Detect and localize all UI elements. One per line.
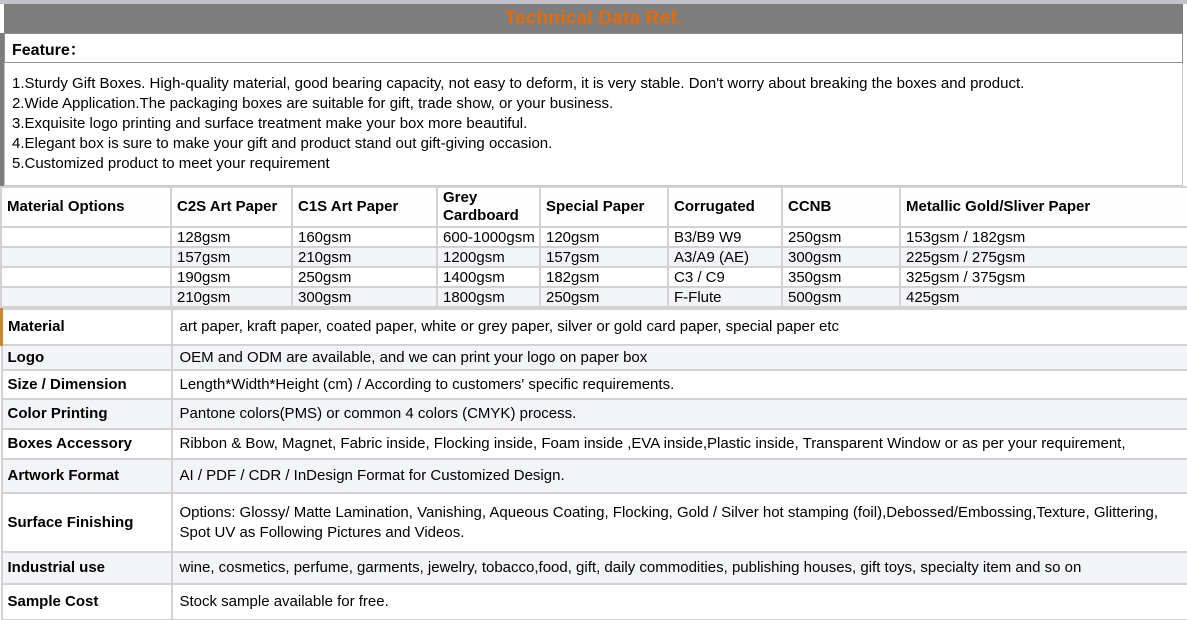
table-cell: F-Flute [668,287,782,307]
spec-value: OEM and ODM are available, and we can print your logo on paper box [172,345,1187,370]
material-table-header-row [1,187,1187,227]
table-cell [1,247,171,267]
table-cell: 425gsm [900,287,1187,307]
feature-item: 3.Exquisite logo printing and surface treatment make your box more beautiful. [12,115,528,132]
column-header: Corrugated [668,187,782,227]
spec-label: Logo [2,345,172,370]
section-title: Technical Data Ref. [504,7,683,29]
spec-table [0,308,1187,620]
spec-label: Size / Dimension [2,370,172,399]
spec-label: Industrial use [2,552,172,584]
column-header: Metallic Gold/Sliver Paper [900,187,1187,227]
column-header: Special Paper [540,187,668,227]
spec-value: Stock sample available for free. [172,584,1187,620]
table-cell: 190gsm [171,267,292,287]
spec-value: Pantone colors(PMS) or common 4 colors (CMYK) process. [172,399,1187,429]
table-cell [1,267,171,287]
spec-row [2,459,1187,493]
table-cell: 160gsm [292,227,437,247]
column-header: Grey Cardboard [437,187,540,227]
table-cell: 1400gsm [437,267,540,287]
table-cell: 250gsm [292,267,437,287]
spec-label: Sample Cost [2,584,172,620]
table-cell: 225gsm / 275gsm [900,247,1187,267]
spec-value: Length*Width*Height (cm) / According to customers' specific requirements. [172,370,1187,399]
table-row [1,287,1187,307]
spec-row [2,584,1187,620]
table-cell: 128gsm [171,227,292,247]
table-cell: 600-1000gsm [437,227,540,247]
table-row [1,267,1187,287]
table-cell: 153gsm / 182gsm [900,227,1187,247]
table-cell: 325gsm / 375gsm [900,267,1187,287]
spec-label: Artwork Format [2,459,172,493]
table-cell: 1200gsm [437,247,540,267]
spec-value: art paper, kraft paper, coated paper, white or grey paper, silver or gold card paper, special paper etc [172,309,1187,345]
table-cell: 182gsm [540,267,668,287]
column-header: C2S Art Paper [171,187,292,227]
feature-section [4,33,1183,186]
feature-list [4,63,1183,186]
spec-row [2,399,1187,429]
spec-label: Surface Finishing [2,493,172,552]
feature-item: 4.Elegant box is sure to make your gift and product stand out gift-giving occasion. [12,135,553,152]
table-cell [1,227,171,247]
table-cell: 210gsm [292,247,437,267]
column-header: Material Options [1,187,171,227]
table-cell: 250gsm [782,227,900,247]
table-cell: 1800gsm [437,287,540,307]
spec-value: wine, cosmetics, perfume, garments, jewelry, tobacco,food, gift, daily commodities, publishing houses, gift toys, specialty item and so on [172,552,1187,584]
table-cell [1,287,171,307]
material-options-table [0,186,1187,308]
feature-item: 5.Customized product to meet your requirement [12,155,330,172]
feature-item: 2.Wide Application.The packaging boxes are suitable for gift, trade show, or your business. [12,95,614,112]
spec-row [2,493,1187,552]
column-header: C1S Art Paper [292,187,437,227]
table-cell: 500gsm [782,287,900,307]
spec-row [2,429,1187,459]
table-cell: 157gsm [540,247,668,267]
feature-heading: Feature： [4,33,1183,63]
spec-label: Material [2,309,172,345]
table-cell: 300gsm [782,247,900,267]
table-cell: 210gsm [171,287,292,307]
section-title-bar [4,4,1183,33]
feature-item: 1.Sturdy Gift Boxes. High-quality material, good bearing capacity, not easy to deform, it is very stable. Don't worry about breaking the boxes and product. [12,75,1025,92]
table-cell: 120gsm [540,227,668,247]
table-row [1,227,1187,247]
table-cell: 157gsm [171,247,292,267]
column-header: CCNB [782,187,900,227]
spec-label: Boxes Accessory [2,429,172,459]
spec-label: Color Printing [2,399,172,429]
table-row [1,247,1187,267]
spec-value: AI / PDF / CDR / InDesign Format for Customized Design. [172,459,1187,493]
table-cell: 350gsm [782,267,900,287]
spec-row [2,345,1187,370]
spec-row [2,370,1187,399]
spec-row [2,552,1187,584]
table-cell: B3/B9 W9 [668,227,782,247]
table-cell: C3 / C9 [668,267,782,287]
table-cell: 300gsm [292,287,437,307]
spec-value: Options: Glossy/ Matte Lamination, Vanishing, Aqueous Coating, Flocking, Gold / Silver hot stamping (foil),Debossed/Embossing,Texture, Glittering, Spot UV as Following Pictures and Videos. [172,493,1187,552]
table-cell: A3/A9 (AE) [668,247,782,267]
spec-value: Ribbon & Bow, Magnet, Fabric inside, Flocking inside, Foam inside ,EVA inside,Plastic inside, Transparent Window or as per your requirement, [172,429,1187,459]
spec-row [2,309,1187,345]
table-cell: 250gsm [540,287,668,307]
